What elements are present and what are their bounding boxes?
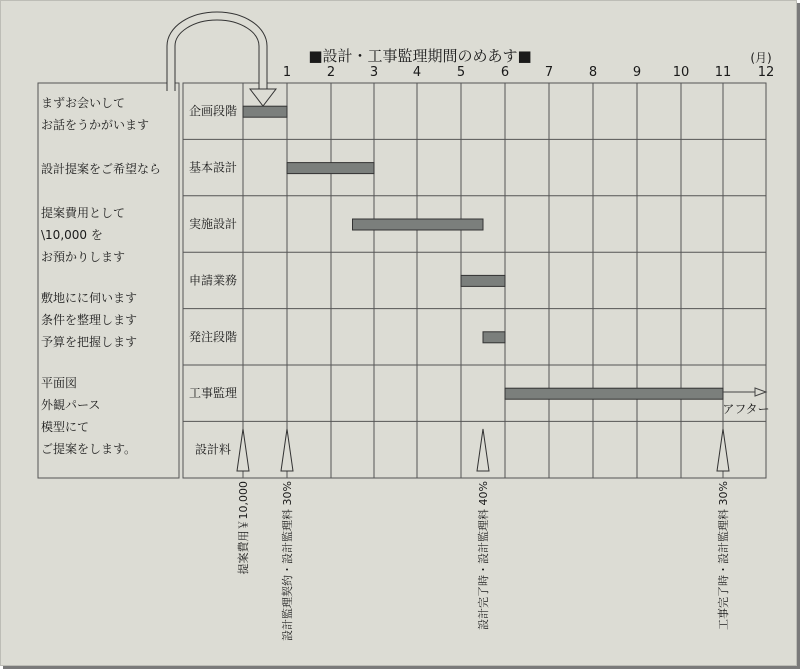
payment-marker: [477, 429, 489, 471]
month-axis: [283, 65, 774, 80]
note-line: 敷地にに伺います: [41, 291, 138, 305]
phase-label: 申請業務: [188, 273, 238, 288]
phase-bar: [287, 163, 374, 174]
phase-bar: [461, 275, 505, 286]
phase-bar: [353, 219, 484, 230]
month-tick-label: 11: [714, 65, 732, 80]
chart-title: ■設計・工事監理期間のめあす■: [308, 47, 532, 65]
phase-bar: [243, 106, 287, 117]
start-arrow-head: [250, 89, 276, 106]
phase-label: 発注段階: [188, 329, 238, 344]
note-line: 提案費用として: [41, 206, 126, 220]
month-tick-label: 9: [632, 65, 642, 80]
note-line: 模型にて: [41, 420, 90, 434]
month-tick-label: 8: [588, 65, 598, 80]
phase-label: 設計料: [194, 442, 232, 457]
note-line: 設計提案をご希望なら: [41, 162, 162, 176]
phase-label: 企画段階: [188, 104, 238, 119]
month-tick-label: 5: [456, 65, 466, 80]
note-line: 平面図: [41, 376, 78, 390]
payment-marker-label: 設計監理契約・設計監理料 30%: [281, 481, 294, 641]
note-line: ご提案をします。: [41, 442, 137, 456]
month-tick-label: 7: [544, 65, 554, 80]
note-line: 外観パース: [41, 398, 101, 412]
left-notes: [41, 96, 161, 456]
after-label: アフター: [722, 402, 770, 416]
phase-label: 基本設計: [188, 160, 238, 175]
after-arrow-head: [755, 388, 766, 396]
payment-marker-label: 工事完了時・設計監理料 30%: [717, 481, 730, 630]
phase-bar: [505, 388, 723, 399]
payment-marker-label: 提案費用￥10,000: [237, 481, 250, 575]
month-tick-label: 2: [326, 65, 336, 80]
phase-bar: [483, 332, 505, 343]
month-tick-label: 10: [672, 65, 690, 80]
gantt-chart: [1, 1, 798, 667]
month-tick-label: 3: [369, 65, 379, 80]
start-uturn-arrow-inner: [171, 16, 263, 91]
month-tick-label: 1: [282, 65, 292, 80]
note-line: \10,000 を: [41, 228, 103, 242]
phase-labels: [189, 103, 237, 456]
note-line: お預かりします: [41, 250, 126, 264]
month-tick-label: 6: [500, 65, 510, 80]
payment-marker: [717, 429, 729, 471]
month-unit-label: (月): [750, 51, 772, 65]
phase-label: 工事監理: [188, 386, 238, 401]
payment-marker: [281, 429, 293, 471]
notes-panel: [38, 83, 179, 478]
payment-markers: [236, 429, 730, 641]
payment-marker-label: 設計完了時・設計監理料 40%: [477, 481, 490, 630]
note-line: お話をうかがいます: [41, 118, 150, 132]
month-tick-label: 4: [412, 65, 422, 80]
payment-marker: [237, 429, 249, 471]
month-tick-label: 12: [757, 65, 775, 80]
note-line: 条件を整理します: [41, 313, 138, 327]
phase-label: 実施設計: [188, 217, 238, 231]
note-line: 予算を把握します: [41, 335, 138, 349]
note-line: まずお会いして: [41, 96, 126, 110]
